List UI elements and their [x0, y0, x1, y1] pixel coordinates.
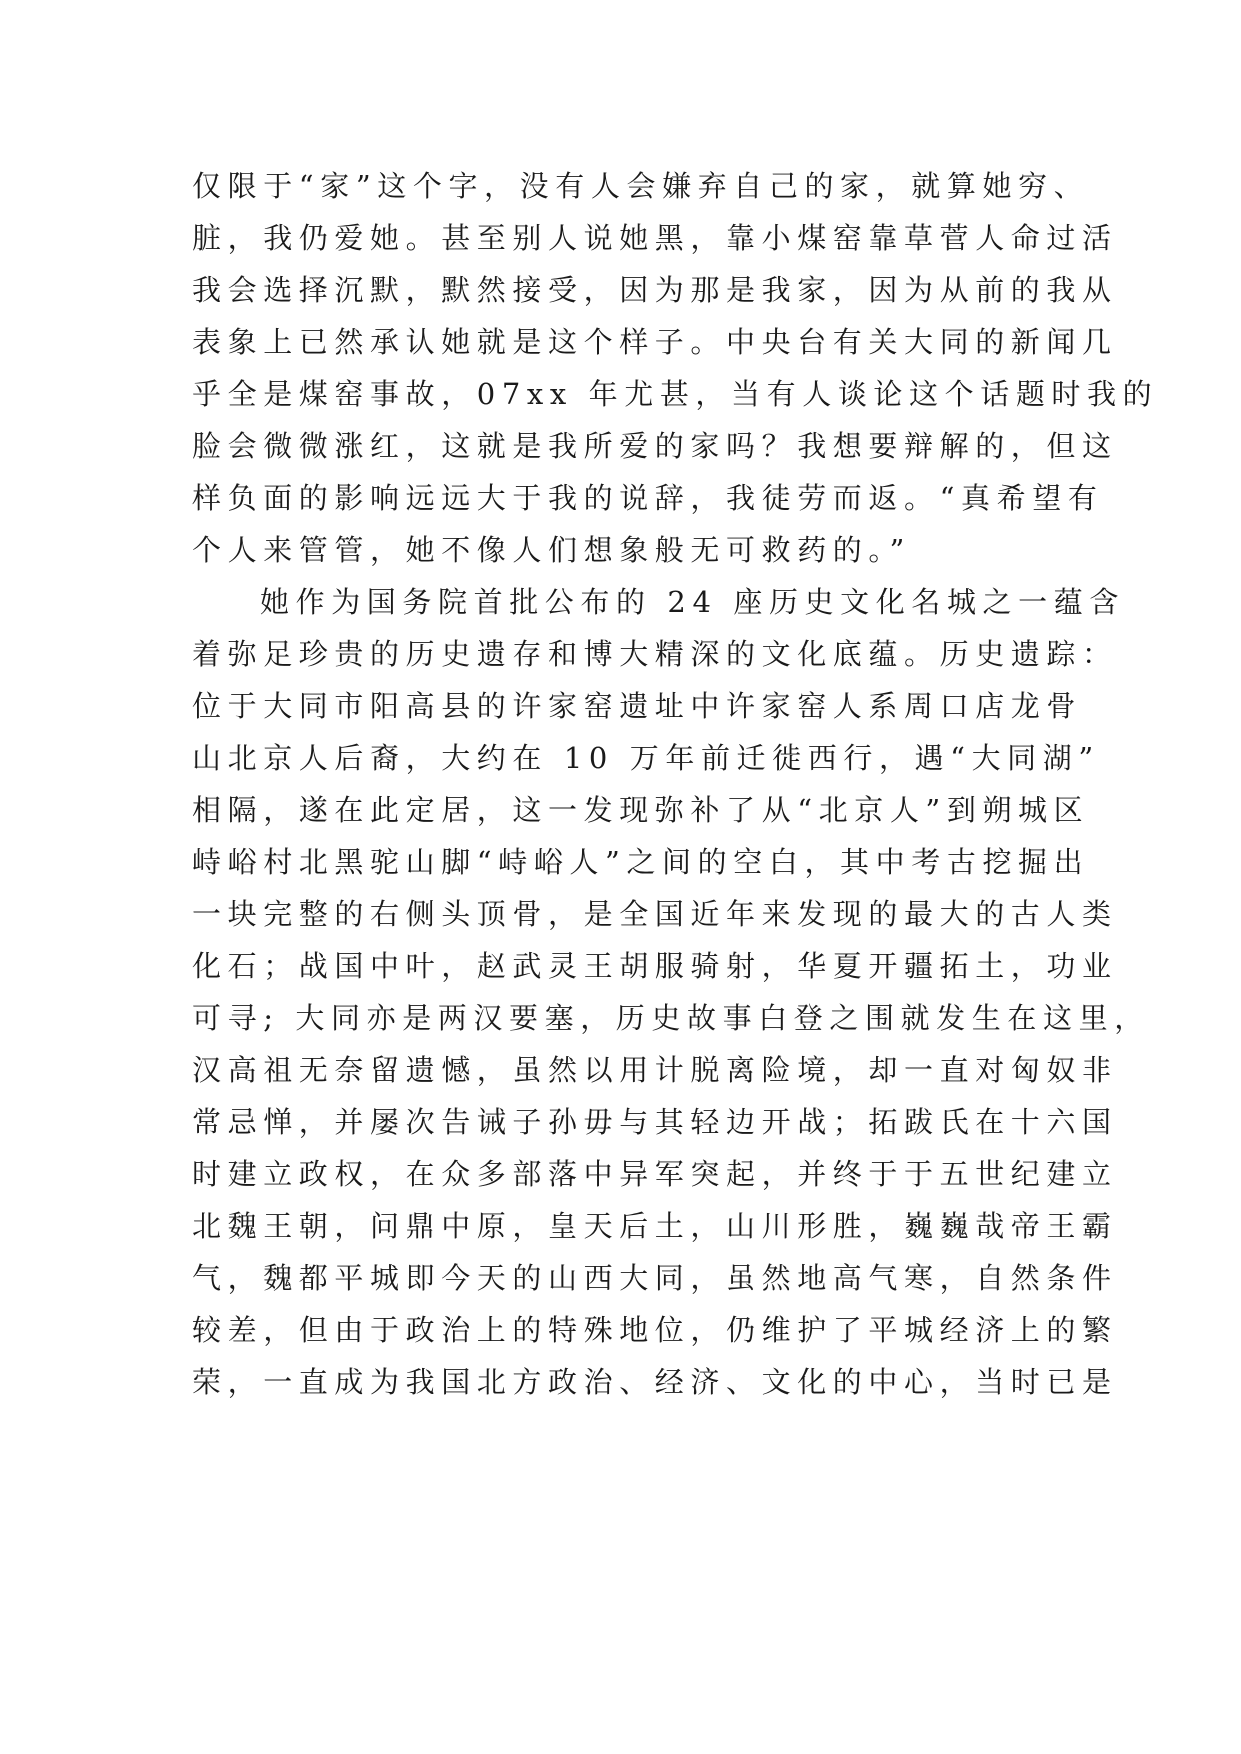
text-line: 可寻; 大同亦是两汉要塞，历史故事白登之围就发生在这里， — [192, 1001, 1150, 1035]
text-line: 样负面的影响远远大于我的说辞，我徒劳而返。“真希望有 — [192, 481, 1104, 515]
text-line: 个人来管管，她不像人们想象般无可救药的。” — [192, 533, 911, 567]
text-line: 时建立政权，在众多部落中异军突起，并终于于五世纪建立 — [192, 1157, 1118, 1191]
text-line: 脏，我仍爱她。甚至别人说她黑，靠小煤窑靠草菅人命过活 — [192, 221, 1118, 255]
text-line: 常忌惮，并屡次告诫子孙毋与其轻边开战；拓跋氏在十六国 — [192, 1105, 1118, 1139]
text-line: 位于大同市阳高县的许家窑遗址中许家窑人系周口店龙骨 — [192, 689, 1083, 723]
text-line: 荣，一直成为我国北方政治、经济、文化的中心，当时已是 — [192, 1365, 1118, 1399]
text-line: 乎全是煤窑事故，07xx 年尤甚，当有人谈论这个话题时我的 — [192, 377, 1159, 411]
text-line: 着弥足珍贵的历史遗存和博大精深的文化底蕴。历史遗踪： — [192, 637, 1118, 671]
text-line: 一块完整的右侧头顶骨，是全国近年来发现的最大的古人类 — [192, 897, 1118, 931]
text-line: 峙峪村北黑驼山脚“峙峪人”之间的空白，其中考古挖掘出 — [192, 845, 1090, 879]
text-line: 汉高祖无奈留遗憾，虽然以用计脱离险境，却一直对匈奴非 — [192, 1053, 1118, 1087]
body-text — [192, 160, 1159, 1408]
text-line: 表象上已然承认她就是这个样子。中央台有关大同的新闻几 — [192, 325, 1118, 359]
text-line: 我会选择沉默，默然接受，因为那是我家，因为从前的我从 — [192, 273, 1118, 307]
text-line: 北魏王朝，问鼎中原，皇天后土，山川形胜，巍巍哉帝王霸 — [192, 1209, 1118, 1243]
text-line: 山北京人后裔，大约在 10 万年前迁徙西行，遇“大同湖” — [192, 741, 1100, 775]
text-line: 化石；战国中叶，赵武灵王胡服骑射，华夏开疆拓土，功业 — [192, 949, 1118, 983]
text-line: 较差，但由于政治上的特殊地位，仍维护了平城经济上的繁 — [192, 1313, 1118, 1347]
text-line: 相隔，遂在此定居，这一发现弥补了从“北京人”到朔城区 — [192, 793, 1090, 827]
text-line: 脸会微微涨红，这就是我所爱的家吗？我想要辩解的，但这 — [192, 429, 1118, 463]
text-line: 仅限于“家”这个字，没有人会嫌弃自己的家，就算她穷、 — [192, 169, 1090, 203]
text-line: 她作为国务院首批公布的 24 座历史文化名城之一蕴含 — [260, 585, 1125, 619]
text-line: 气，魏都平城即今天的山西大同，虽然地高气寒，自然条件 — [192, 1261, 1118, 1295]
